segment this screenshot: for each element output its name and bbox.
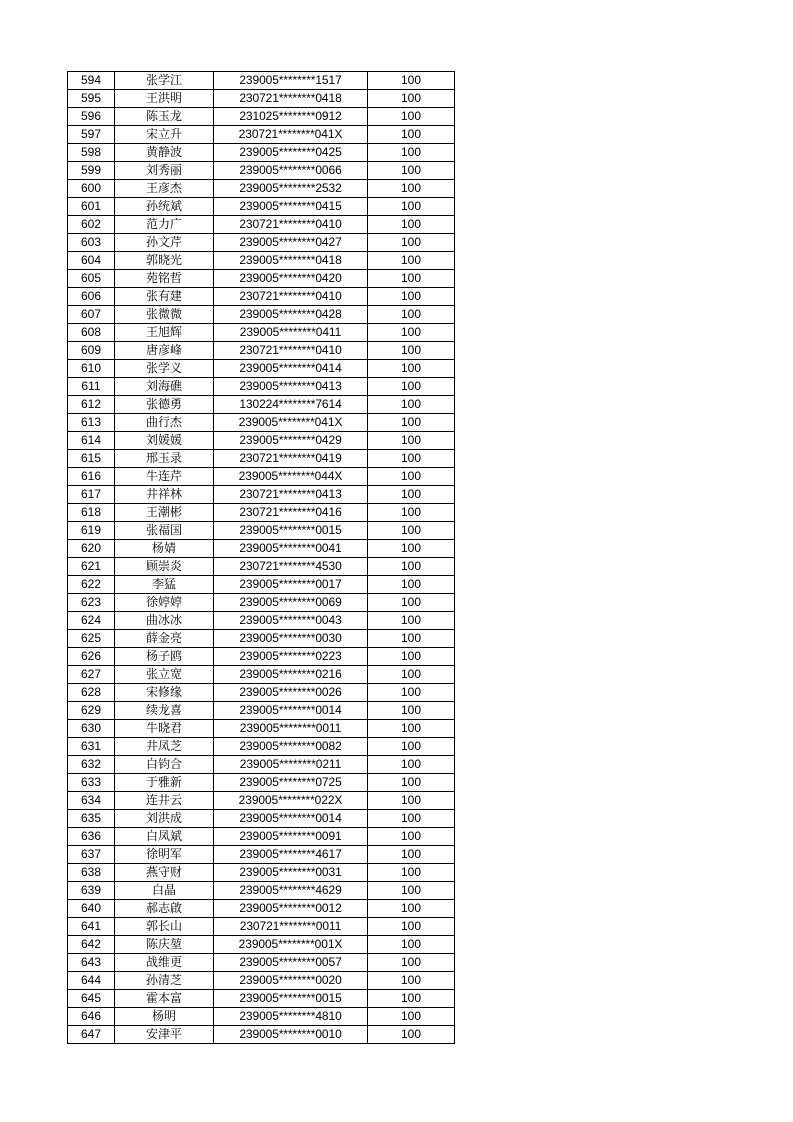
person-name: 宋立升 <box>115 126 214 144</box>
masked-id-number: 239005********0066 <box>214 162 368 180</box>
roster-table-body <box>68 72 455 1044</box>
masked-id-number: 239005********044X <box>214 468 368 486</box>
person-name: 张德勇 <box>115 396 214 414</box>
masked-id-number: 239005********0082 <box>214 738 368 756</box>
row-number: 643 <box>68 954 115 972</box>
score: 100 <box>368 432 455 450</box>
table-row <box>68 342 455 360</box>
row-number: 612 <box>68 396 115 414</box>
masked-id-number: 239005********0030 <box>214 630 368 648</box>
row-number: 632 <box>68 756 115 774</box>
person-name: 曲冰冰 <box>115 612 214 630</box>
score: 100 <box>368 1008 455 1026</box>
masked-id-number: 239005********0428 <box>214 306 368 324</box>
masked-id-number: 239005********0012 <box>214 900 368 918</box>
masked-id-number: 239005********0420 <box>214 270 368 288</box>
score: 100 <box>368 90 455 108</box>
person-name: 张福国 <box>115 522 214 540</box>
person-name: 孙文芹 <box>115 234 214 252</box>
score: 100 <box>368 558 455 576</box>
person-name: 张学义 <box>115 360 214 378</box>
person-name: 杨子鸥 <box>115 648 214 666</box>
masked-id-number: 239005********0020 <box>214 972 368 990</box>
table-row <box>68 684 455 702</box>
score: 100 <box>368 234 455 252</box>
score: 100 <box>368 936 455 954</box>
table-row <box>68 252 455 270</box>
score: 100 <box>368 126 455 144</box>
row-number: 637 <box>68 846 115 864</box>
person-name: 王洪明 <box>115 90 214 108</box>
row-number: 595 <box>68 90 115 108</box>
masked-id-number: 239005********1517 <box>214 72 368 90</box>
score: 100 <box>368 270 455 288</box>
person-name: 孙清芝 <box>115 972 214 990</box>
table-row <box>68 918 455 936</box>
masked-id-number: 239005********0041 <box>214 540 368 558</box>
score: 100 <box>368 630 455 648</box>
table-row <box>68 108 455 126</box>
table-row <box>68 234 455 252</box>
row-number: 606 <box>68 288 115 306</box>
row-number: 626 <box>68 648 115 666</box>
masked-id-number: 239005********0031 <box>214 864 368 882</box>
person-name: 刘海礁 <box>115 378 214 396</box>
masked-id-number: 239005********0010 <box>214 1026 368 1044</box>
row-number: 603 <box>68 234 115 252</box>
person-name: 霍本富 <box>115 990 214 1008</box>
person-name: 白钧合 <box>115 756 214 774</box>
masked-id-number: 230721********0011 <box>214 918 368 936</box>
score: 100 <box>368 846 455 864</box>
person-name: 井凤芝 <box>115 738 214 756</box>
masked-id-number: 239005********0411 <box>214 324 368 342</box>
masked-id-number: 230721********041X <box>214 126 368 144</box>
table-row <box>68 558 455 576</box>
table-row <box>68 288 455 306</box>
person-name: 刘秀丽 <box>115 162 214 180</box>
table-row <box>68 828 455 846</box>
row-number: 634 <box>68 792 115 810</box>
row-number: 639 <box>68 882 115 900</box>
row-number: 642 <box>68 936 115 954</box>
row-number: 636 <box>68 828 115 846</box>
row-number: 647 <box>68 1026 115 1044</box>
score: 100 <box>368 180 455 198</box>
person-name: 徐婷婷 <box>115 594 214 612</box>
score: 100 <box>368 72 455 90</box>
masked-id-number: 230721********4530 <box>214 558 368 576</box>
table-row <box>68 594 455 612</box>
masked-id-number: 239005********0014 <box>214 702 368 720</box>
person-name: 顾崇炎 <box>115 558 214 576</box>
person-name: 王彦杰 <box>115 180 214 198</box>
row-number: 601 <box>68 198 115 216</box>
row-number: 620 <box>68 540 115 558</box>
score: 100 <box>368 522 455 540</box>
person-name: 续龙喜 <box>115 702 214 720</box>
table-row <box>68 432 455 450</box>
masked-id-number: 230721********0410 <box>214 288 368 306</box>
row-number: 616 <box>68 468 115 486</box>
masked-id-number: 230721********0413 <box>214 486 368 504</box>
table-row <box>68 414 455 432</box>
table-row <box>68 396 455 414</box>
table-row <box>68 1008 455 1026</box>
score: 100 <box>368 1026 455 1044</box>
table-row <box>68 756 455 774</box>
person-name: 张有建 <box>115 288 214 306</box>
score: 100 <box>368 378 455 396</box>
person-name: 张学江 <box>115 72 214 90</box>
masked-id-number: 239005********0427 <box>214 234 368 252</box>
table-row <box>68 72 455 90</box>
table-row <box>68 630 455 648</box>
score: 100 <box>368 738 455 756</box>
table-row <box>68 720 455 738</box>
person-name: 黄静波 <box>115 144 214 162</box>
row-number: 628 <box>68 684 115 702</box>
person-name: 杨婧 <box>115 540 214 558</box>
table-row <box>68 270 455 288</box>
person-name: 牛连芹 <box>115 468 214 486</box>
row-number: 631 <box>68 738 115 756</box>
masked-id-number: 239005********0413 <box>214 378 368 396</box>
masked-id-number: 239005********022X <box>214 792 368 810</box>
person-name: 刘媛媛 <box>115 432 214 450</box>
row-number: 594 <box>68 72 115 90</box>
score: 100 <box>368 594 455 612</box>
person-name: 白凤斌 <box>115 828 214 846</box>
masked-id-number: 230721********0410 <box>214 216 368 234</box>
table-row <box>68 882 455 900</box>
row-number: 599 <box>68 162 115 180</box>
table-row <box>68 378 455 396</box>
masked-id-number: 239005********4810 <box>214 1008 368 1026</box>
masked-id-number: 239005********0415 <box>214 198 368 216</box>
row-number: 627 <box>68 666 115 684</box>
person-name: 于雅新 <box>115 774 214 792</box>
table-row <box>68 216 455 234</box>
row-number: 621 <box>68 558 115 576</box>
person-name: 唐彦峰 <box>115 342 214 360</box>
table-row <box>68 504 455 522</box>
person-name: 陈庆堃 <box>115 936 214 954</box>
row-number: 640 <box>68 900 115 918</box>
table-row <box>68 540 455 558</box>
masked-id-number: 239005********0026 <box>214 684 368 702</box>
table-row <box>68 360 455 378</box>
table-row <box>68 792 455 810</box>
masked-id-number: 239005********0725 <box>214 774 368 792</box>
table-row <box>68 1026 455 1044</box>
score: 100 <box>368 684 455 702</box>
table-row <box>68 612 455 630</box>
score: 100 <box>368 792 455 810</box>
person-name: 李猛 <box>115 576 214 594</box>
row-number: 613 <box>68 414 115 432</box>
score: 100 <box>368 360 455 378</box>
person-name: 连井云 <box>115 792 214 810</box>
table-row <box>68 972 455 990</box>
score: 100 <box>368 324 455 342</box>
masked-id-number: 239005********2532 <box>214 180 368 198</box>
table-row <box>68 846 455 864</box>
score: 100 <box>368 954 455 972</box>
score: 100 <box>368 864 455 882</box>
score: 100 <box>368 774 455 792</box>
score: 100 <box>368 216 455 234</box>
person-name: 张微微 <box>115 306 214 324</box>
person-name: 郭晓光 <box>115 252 214 270</box>
masked-id-number: 239005********0211 <box>214 756 368 774</box>
person-name: 战维更 <box>115 954 214 972</box>
row-number: 630 <box>68 720 115 738</box>
score: 100 <box>368 342 455 360</box>
person-name: 苑铭哲 <box>115 270 214 288</box>
row-number: 600 <box>68 180 115 198</box>
person-name: 刘洪成 <box>115 810 214 828</box>
person-name: 曲行杰 <box>115 414 214 432</box>
table-row <box>68 648 455 666</box>
score: 100 <box>368 486 455 504</box>
row-number: 633 <box>68 774 115 792</box>
person-name: 范力广 <box>115 216 214 234</box>
score: 100 <box>368 882 455 900</box>
person-name: 孙统斌 <box>115 198 214 216</box>
person-name: 郝志啟 <box>115 900 214 918</box>
score: 100 <box>368 810 455 828</box>
masked-id-number: 130224********7614 <box>214 396 368 414</box>
score: 100 <box>368 648 455 666</box>
person-name: 王潮彬 <box>115 504 214 522</box>
table-row <box>68 324 455 342</box>
table-row <box>68 900 455 918</box>
person-name: 白晶 <box>115 882 214 900</box>
row-number: 608 <box>68 324 115 342</box>
masked-id-number: 230721********0419 <box>214 450 368 468</box>
masked-id-number: 239005********0014 <box>214 810 368 828</box>
person-name: 宋修缘 <box>115 684 214 702</box>
score: 100 <box>368 666 455 684</box>
table-row <box>68 576 455 594</box>
person-name: 安津平 <box>115 1026 214 1044</box>
table-row <box>68 774 455 792</box>
row-number: 602 <box>68 216 115 234</box>
masked-id-number: 239005********0015 <box>214 522 368 540</box>
masked-id-number: 239005********0418 <box>214 252 368 270</box>
person-name: 燕守财 <box>115 864 214 882</box>
masked-id-number: 239005********0223 <box>214 648 368 666</box>
score: 100 <box>368 252 455 270</box>
masked-id-number: 231025********0912 <box>214 108 368 126</box>
table-row <box>68 90 455 108</box>
score: 100 <box>368 720 455 738</box>
score: 100 <box>368 990 455 1008</box>
row-number: 604 <box>68 252 115 270</box>
row-number: 618 <box>68 504 115 522</box>
masked-id-number: 230721********0418 <box>214 90 368 108</box>
table-row <box>68 126 455 144</box>
row-number: 624 <box>68 612 115 630</box>
person-name: 井祥林 <box>115 486 214 504</box>
row-number: 609 <box>68 342 115 360</box>
row-number: 605 <box>68 270 115 288</box>
person-name: 牛晓君 <box>115 720 214 738</box>
table-row <box>68 198 455 216</box>
score: 100 <box>368 756 455 774</box>
table-row <box>68 162 455 180</box>
table-row <box>68 180 455 198</box>
table-row <box>68 702 455 720</box>
score: 100 <box>368 108 455 126</box>
score: 100 <box>368 198 455 216</box>
table-row <box>68 936 455 954</box>
masked-id-number: 239005********0015 <box>214 990 368 1008</box>
masked-id-number: 239005********0043 <box>214 612 368 630</box>
masked-id-number: 239005********0069 <box>214 594 368 612</box>
score: 100 <box>368 468 455 486</box>
masked-id-number: 239005********4629 <box>214 882 368 900</box>
person-name: 王旭辉 <box>115 324 214 342</box>
table-row <box>68 738 455 756</box>
table-row <box>68 306 455 324</box>
masked-id-number: 239005********041X <box>214 414 368 432</box>
score: 100 <box>368 576 455 594</box>
table-row <box>68 864 455 882</box>
row-number: 611 <box>68 378 115 396</box>
table-row <box>68 450 455 468</box>
score: 100 <box>368 162 455 180</box>
masked-id-number: 230721********0416 <box>214 504 368 522</box>
masked-id-number: 239005********0414 <box>214 360 368 378</box>
row-number: 614 <box>68 432 115 450</box>
score: 100 <box>368 918 455 936</box>
table-row <box>68 144 455 162</box>
row-number: 607 <box>68 306 115 324</box>
table-row <box>68 810 455 828</box>
score: 100 <box>368 540 455 558</box>
person-name: 徐明军 <box>115 846 214 864</box>
masked-id-number: 239005********0057 <box>214 954 368 972</box>
masked-id-number: 230721********0410 <box>214 342 368 360</box>
masked-id-number: 239005********001X <box>214 936 368 954</box>
row-number: 617 <box>68 486 115 504</box>
person-name: 张立宽 <box>115 666 214 684</box>
score: 100 <box>368 414 455 432</box>
score: 100 <box>368 972 455 990</box>
table-row <box>68 990 455 1008</box>
person-name: 杨明 <box>115 1008 214 1026</box>
score: 100 <box>368 828 455 846</box>
row-number: 619 <box>68 522 115 540</box>
row-number: 598 <box>68 144 115 162</box>
row-number: 646 <box>68 1008 115 1026</box>
score: 100 <box>368 900 455 918</box>
row-number: 641 <box>68 918 115 936</box>
table-row <box>68 486 455 504</box>
score: 100 <box>368 504 455 522</box>
score: 100 <box>368 450 455 468</box>
row-number: 610 <box>68 360 115 378</box>
masked-id-number: 239005********0091 <box>214 828 368 846</box>
table-row <box>68 468 455 486</box>
score: 100 <box>368 306 455 324</box>
row-number: 629 <box>68 702 115 720</box>
masked-id-number: 239005********0429 <box>214 432 368 450</box>
table-row <box>68 666 455 684</box>
score: 100 <box>368 144 455 162</box>
table-row <box>68 522 455 540</box>
row-number: 615 <box>68 450 115 468</box>
row-number: 623 <box>68 594 115 612</box>
person-name: 邢玉录 <box>115 450 214 468</box>
score: 100 <box>368 288 455 306</box>
row-number: 644 <box>68 972 115 990</box>
row-number: 625 <box>68 630 115 648</box>
masked-id-number: 239005********0017 <box>214 576 368 594</box>
score: 100 <box>368 396 455 414</box>
row-number: 635 <box>68 810 115 828</box>
roster-table <box>67 71 455 1044</box>
score: 100 <box>368 702 455 720</box>
row-number: 622 <box>68 576 115 594</box>
person-name: 郭长山 <box>115 918 214 936</box>
row-number: 645 <box>68 990 115 1008</box>
row-number: 638 <box>68 864 115 882</box>
table-row <box>68 954 455 972</box>
masked-id-number: 239005********4617 <box>214 846 368 864</box>
masked-id-number: 239005********0425 <box>214 144 368 162</box>
masked-id-number: 239005********0011 <box>214 720 368 738</box>
masked-id-number: 239005********0216 <box>214 666 368 684</box>
person-name: 陈玉龙 <box>115 108 214 126</box>
row-number: 596 <box>68 108 115 126</box>
row-number: 597 <box>68 126 115 144</box>
person-name: 薛金亮 <box>115 630 214 648</box>
score: 100 <box>368 612 455 630</box>
